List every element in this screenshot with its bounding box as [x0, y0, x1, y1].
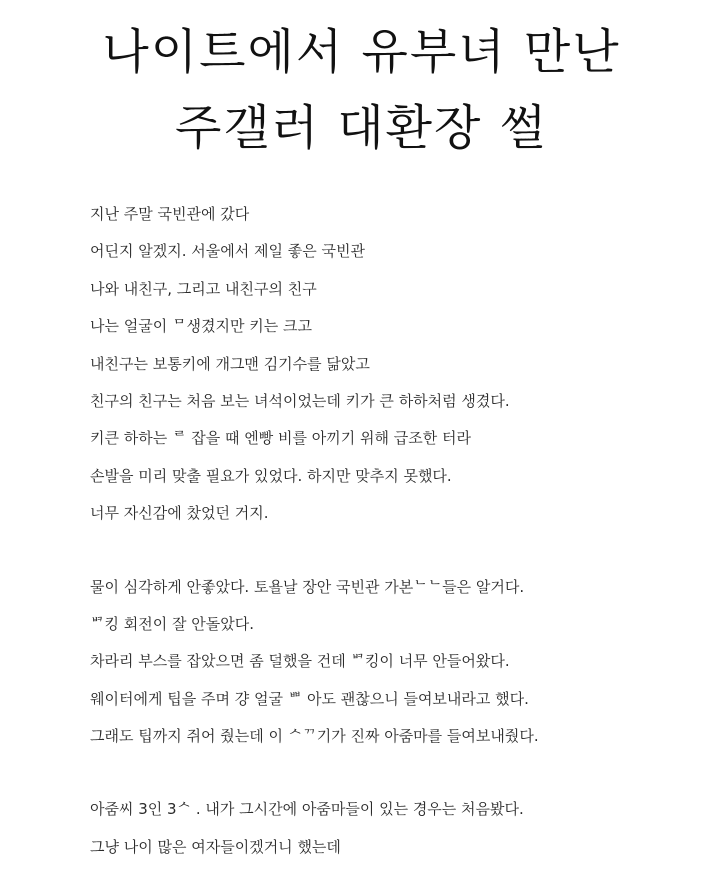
text-line: 웨이터에게 팁을 주며 걍 얼굴 ᄈ 아도 괜찮으니 들여보내라고 했다.: [90, 689, 529, 708]
post-title: [0, 14, 723, 166]
paragraph-3: [90, 791, 710, 866]
paragraph-1: [90, 196, 710, 533]
text-line: ᄇᄏ킹 회전이 잘 안돌았다.: [90, 614, 254, 633]
text-line: 너무 자신감에 찼었던 거지.: [90, 504, 269, 523]
text-line: 그냥 나이 많은 여자들이겠거니 했는데: [90, 837, 341, 856]
post-title-line: 나이트에서 유부녀 만난: [102, 24, 621, 80]
text-line: 그래도 팁까지 쥐어 줬는데 이 ᄉᄁ기가 진짜 아줌마를 들여보내줬다.: [90, 727, 539, 746]
text-line: 물이 심각하게 안좋았다. 토욜날 장안 국빈관 가본ᄂᄂ들은 알거다.: [90, 577, 525, 596]
paragraph-2: [90, 569, 710, 756]
text-line: 나와 내친구, 그리고 내친구의 친구: [90, 279, 317, 298]
post-title-line: 주갤러 대환장 썰: [174, 100, 549, 156]
text-line: 지난 주말 국빈관에 갔다: [90, 205, 250, 223]
text-line: 아줌씨 3인 3ᄉ . 내가 그시간에 아줌마들이 있는 경우는 처음봤다.: [90, 800, 524, 819]
text-line: 어딘지 알겠지. 서울에서 제일 좋은 국빈관: [90, 242, 365, 261]
text-line: 차라리 부스를 잡았으면 좀 덜했을 건데 ᄇᄏ킹이 너무 안들어왔다.: [90, 652, 510, 671]
text-line: 나는 얼굴이 ᄆ생겼지만 키는 크고: [90, 317, 312, 336]
post-body: [90, 196, 710, 866]
text-line: 키큰 하하는 ᄅ 잡을 때 엔빵 비를 아끼기 위해 급조한 터라: [90, 429, 471, 448]
text-line: 손발을 미리 맞출 필요가 있었다. 하지만 맞추지 못했다.: [90, 466, 452, 485]
text-line: 친구의 친구는 처음 보는 녀석이었는데 키가 큰 하하처럼 생겼다.: [90, 391, 510, 410]
text-line: 내친구는 보통키에 개그맨 김기수를 닮았고: [90, 354, 370, 373]
